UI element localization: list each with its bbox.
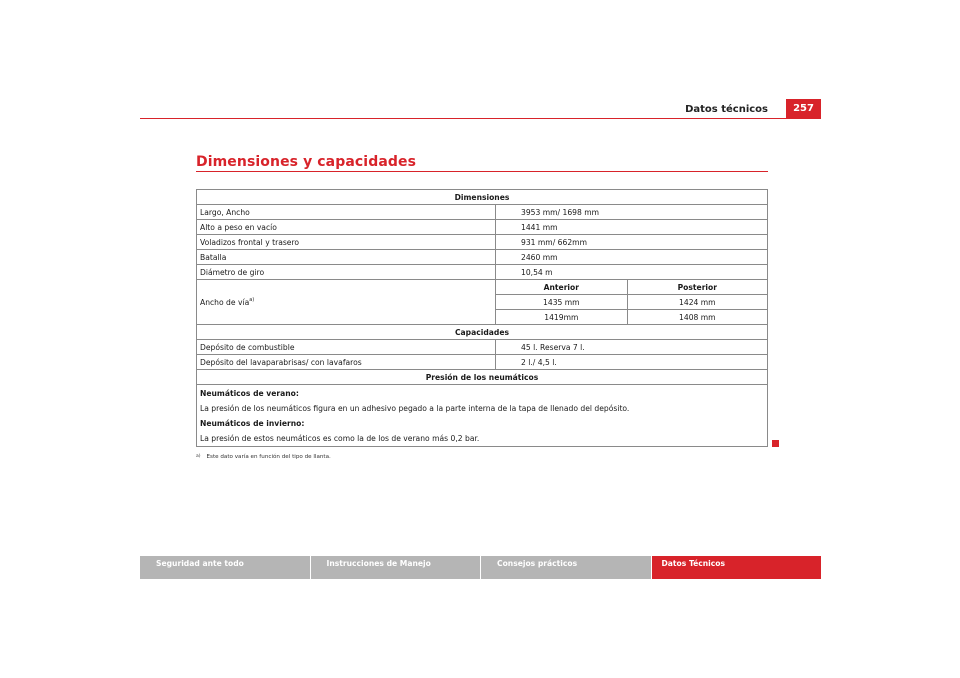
table-row	[197, 220, 768, 235]
summer-tyres-text: La presión de los neumáticos figura en un adhesivo pegado a la parte interna de la tapa de llenado del depósito.	[200, 404, 630, 413]
specifications-table	[196, 189, 768, 447]
table-row	[197, 370, 768, 385]
dimension-value: 3953 mm/ 1698 mm	[496, 205, 768, 220]
nav-tab-practical-tips[interactable]: Consejos prácticos	[481, 556, 651, 579]
dimension-label: Diámetro de giro	[197, 265, 496, 280]
capacity-label: Depósito del lavaparabrisas/ con lavafaros	[197, 355, 496, 370]
dimension-value: 1441 mm	[496, 220, 768, 235]
section-end-marker	[772, 440, 779, 447]
nav-tab-technical-data[interactable]: Datos Técnicos	[652, 556, 821, 579]
dimension-value: 931 mm/ 662mm	[496, 235, 768, 250]
dimension-label: Largo, Ancho	[197, 205, 496, 220]
section-heading: Dimensiones y capacidades	[196, 154, 417, 170]
table-row	[197, 250, 768, 265]
nav-tab-safety[interactable]: Seguridad ante todo	[140, 556, 310, 579]
table-row	[197, 265, 768, 280]
dimension-value: 10,54 m	[496, 265, 768, 280]
table-row	[197, 235, 768, 250]
track-rear-value: 1424 mm	[627, 295, 767, 310]
nav-tab-operating-instructions[interactable]: Instrucciones de Manejo	[311, 556, 481, 579]
table-row	[197, 205, 768, 220]
track-front-header: Anterior	[496, 280, 628, 295]
dimension-label: Voladizos frontal y trasero	[197, 235, 496, 250]
track-front-value: 1419mm	[496, 310, 628, 325]
track-front-value: 1435 mm	[496, 295, 628, 310]
section-rule	[196, 171, 768, 172]
dimension-label: Alto a peso en vacío	[197, 220, 496, 235]
capacity-value: 45 l. Reserva 7 l.	[496, 340, 768, 355]
winter-tyres-title: Neumáticos de invierno:	[200, 419, 305, 428]
capacity-value: 2 l./ 4,5 l.	[496, 355, 768, 370]
table-row	[197, 280, 768, 295]
header-rule	[140, 118, 821, 119]
table-row	[197, 340, 768, 355]
footnote-reference: a)	[249, 296, 255, 303]
dimension-label: Batalla	[197, 250, 496, 265]
footnote-text: Este dato varía en función del tipo de llanta.	[206, 454, 331, 460]
page-number-badge	[786, 99, 821, 118]
tyre-pressure-header: Presión de los neumáticos	[197, 370, 768, 385]
dimensions-header: Dimensiones	[197, 190, 768, 205]
table-row	[197, 385, 768, 447]
tyre-pressure-notes	[197, 385, 768, 447]
chapter-navigation	[140, 556, 821, 579]
summer-tyres-title: Neumáticos de verano:	[200, 389, 299, 398]
table-row	[197, 325, 768, 340]
track-width-text: Ancho de vía	[200, 297, 250, 307]
capacity-label: Depósito de combustible	[197, 340, 496, 355]
page-number: 257	[793, 103, 814, 114]
winter-tyres-text: La presión de estos neumáticos es como la de los de verano más 0,2 bar.	[200, 434, 480, 443]
track-rear-header: Posterior	[627, 280, 767, 295]
table-row	[197, 355, 768, 370]
running-header-title: Datos técnicos	[685, 104, 768, 115]
table-row	[197, 190, 768, 205]
capacities-header: Capacidades	[197, 325, 768, 340]
track-width-label	[197, 280, 496, 325]
footnote-mark: a)	[196, 454, 201, 459]
track-rear-value: 1408 mm	[627, 310, 767, 325]
footnote	[196, 454, 331, 460]
dimension-value: 2460 mm	[496, 250, 768, 265]
